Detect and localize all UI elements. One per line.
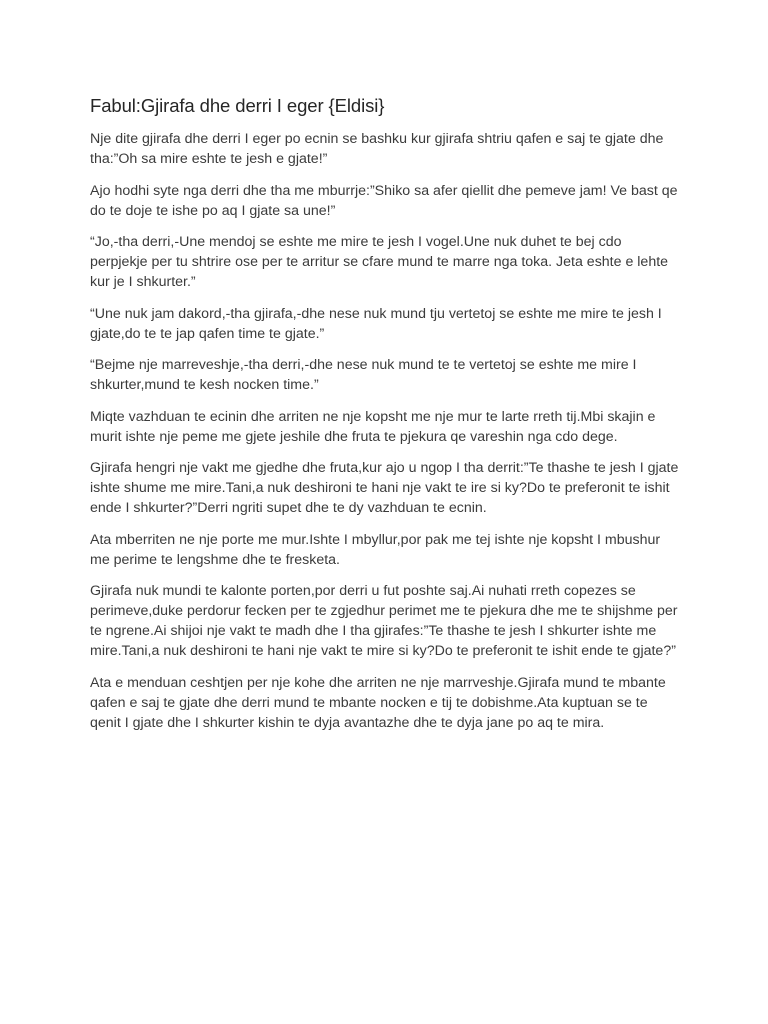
paragraph-3: “Jo,-tha derri,-Une mendoj se eshte me mire te jesh I vogel.Une nuk duhet te bej cdo perpjekje per tu shtrire ose per te arritur se cfare mund te marre nga toka. Jeta eshte e lehte kur je I shkurter.”: [90, 234, 669, 290]
paragraph-5: “Bejme nje marreveshje,-tha derri,-dhe nese nuk mund te te vertetoj se eshte me mire I shkurter,mund te kesh nocken time.”: [90, 357, 637, 393]
paragraph-2: Ajo hodhi syte nga derri dhe tha me mburrje:”Shiko sa afer qiellit dhe pemeve jam! Ve bast qe do te doje te ishe po aq I gjate sa une!”: [90, 182, 678, 219]
paragraph-6: Miqte vazhduan te ecinin dhe arriten ne nje kopsht me nje mur te larte rreth tij.Mbi skajin e murit ishte nje peme me gjete jeshile dhe fruta te pjekura qe vareshin nga cdo dege.: [90, 408, 656, 445]
paragraph-7: Gjirafa hengri nje vakt me gjedhe dhe fruta,kur ajo u ngop I tha derrit:”Te thashe te jesh I gjate ishte shume me mire.Tani,a nuk deshironi te hani nje vakt te ire si ky?Do te preferonit te ishit ende I shkurter?”Derri ngriti supet dhe te dy vazhduan te ecnin.: [90, 460, 679, 516]
paragraph-10: Ata e menduan ceshtjen per nje kohe dhe arriten ne nje marrveshje.Gjirafa mund te mbante qafen e saj te gjate dhe derri mund te mbante nocken e tij te dobishme.Ata kuptuan se te qenit I gjate dhe I shkurter kishin te dyja avantazhe dhe te dyja jane po aq te mira.: [90, 674, 666, 731]
paragraph-9: Gjirafa nuk mundi te kalonte porten,por derri u fut poshte saj.Ai nuhati rreth copezes se perimeve,duke perdorur fecken per te zgjedhur perimet me te pjekura dhe me te shijshme per te ngrene.Ai shijoi nje vakt te madh dhe I tha gjirafes:”Te thashe te jesh I shkurter ishte me mire.Tani,a nuk deshironi te hani nje vakt te mire si ky?Do te preferonit te ishit ende te gjate?”: [90, 583, 678, 659]
paragraph-4: “Une nuk jam dakord,-tha gjirafa,-dhe nese nuk mund tju vertetoj se eshte me mire te jesh I gjate,do te te jap qafen time te gjate.”: [90, 305, 662, 342]
paragraph-1: Nje dite gjirafa dhe derri I eger po ecnin se bashku kur gjirafa shtriu qafen e saj te gjate dhe tha:”Oh sa mire eshte te jesh e gjate!”: [90, 131, 664, 167]
paragraph-8: Ata mberriten ne nje porte me mur.Ishte I mbyllur,por pak me tej ishte nje kopsht I mbushur me perime te lengshme dhe te fresketa.: [90, 531, 661, 568]
document-title: Fabul:Gjirafa dhe derri I eger {Eldisi}: [90, 95, 385, 116]
document-page: [90, 93, 680, 744]
